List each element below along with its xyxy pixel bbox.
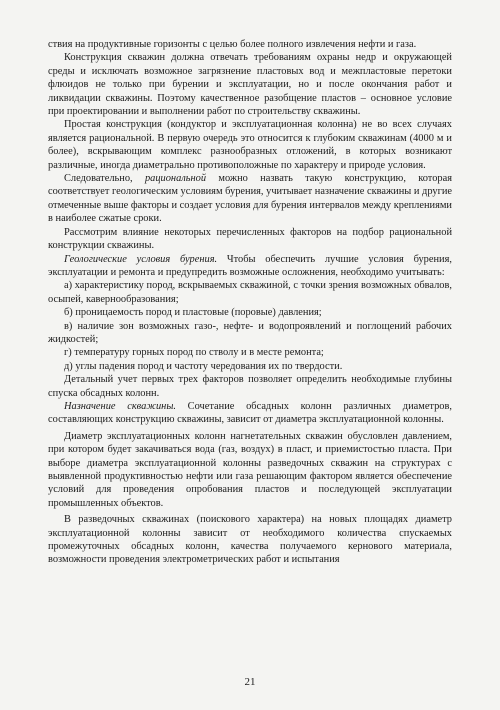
list-item: в) наличие зон возможных газо-, нефте- и водопроявлений и поглощений рабочих жидкостей; [48, 320, 452, 345]
italic-term: рациональной [144, 173, 207, 185]
paragraph [48, 253, 452, 280]
list-item: а) характеристику пород, вскрываемых скважиной, с точки зрения возможных обвалов, осыпей, кавернообразования; [48, 280, 452, 305]
section-heading-italic: Назначение скважины. [64, 400, 176, 412]
list-item: г) температуру горных пород по стволу и в месте ремонта; [64, 347, 324, 359]
list-item: д) углы падения пород и частоту чередования их по твердости. [64, 360, 343, 372]
paragraph: Простая конструкция (кондуктор и эксплуатационная колонна) не во всех случаях является рациональной. В первую очередь это относится к глубоким скважинам (4000 м и более), вскрывающим комплекс разнообразных отложений, в которых возникают различные, иногда диаметрально противоположные по характеру и природе условия. [48, 119, 452, 171]
page-number: 21 [244, 676, 256, 688]
paragraph-text: Следовательно, [64, 173, 145, 185]
paragraph: Рассмотрим влияние некоторых перечисленных факторов на подбор рациональной конструкции скважины. [48, 226, 452, 252]
page-body [48, 38, 452, 567]
section-heading-italic: Геологические условия бурения. [64, 253, 218, 265]
paragraph: В разведочных скважинах (поискового характера) на новых площадях диаметр эксплуатационной колонны зависит от необходимого количества спускаемых промежуточных обсадных колонн, качества получаемого кернового материала, возможности проведения электрометрических работ и испытания [48, 514, 452, 566]
paragraph-text: Чтобы обеспечить лучшие условия бурения, эксплуатации и ремонта и предупредить возможные осложнения, необходимо учитывать: [48, 253, 452, 278]
paragraph-continuation: ствия на продуктивные горизонты с целью более полного извлечения нефти и газа. [48, 39, 417, 50]
paragraph [48, 400, 452, 427]
paragraph: Конструкция скважин должна отвечать требованиям охраны недр и окружающей среды и исключать возможное загрязнение пластовых вод и межпластовые перетоки флюидов не только при бурении и эксплуатации, но и после окончания работ и ликвидации скважины. Поэтому качественное разобщение пластов – основное условие при проектировании и выполнении работ по строительству скважины. [48, 52, 452, 118]
list-item: б) проницаемость пород и пластовые (поровые) давления; [64, 307, 322, 319]
paragraph [48, 172, 452, 226]
paragraph-text: можно назвать такую конструкцию, которая соответствует геологическим условиям бурения, учитывает назначение скважины и другие отмеченные выше факторы и создает условия для бурения интервалов между креплениями в наиболее сжатые сроки. [48, 173, 453, 225]
paragraph: Детальный учет первых трех факторов позволяет определить необходимые глубины спуска обсадных колонн. [48, 374, 452, 399]
paragraph-text: Сочетание обсадных колонн различных диаметров, составляющих конструкцию скважины, зависит от диаметра эксплуатационной колонны. [48, 400, 452, 426]
paragraph: Диаметр эксплуатационных колонн нагнетательных скважин обусловлен давлением, при котором будет закачиваться вода (газ, воздух) в пласт, и приемистостью пласта. При выборе диаметра эксплуатационной колонны разведочных скважин на структурах с выявленной продуктивностью нефти или газа решающим фактором является обеспечение условий для проведения опробования пластов и последующей эксплуатации промышленных объектов. [48, 430, 452, 509]
